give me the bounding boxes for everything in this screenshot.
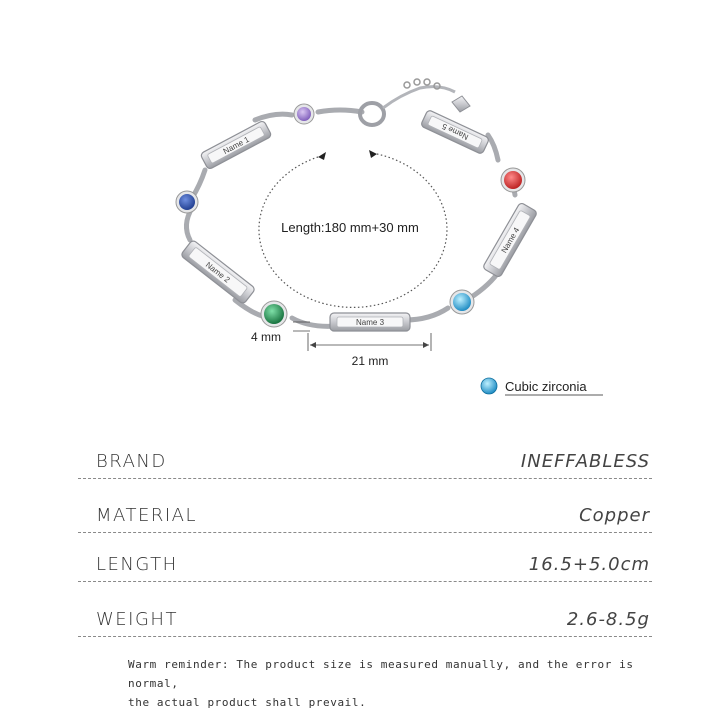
gemstone-green [261,301,287,327]
spec-value-material: Copper [579,505,650,526]
spec-label-brand: BRAND [96,451,167,472]
length-label: Length:180 mm+30 mm [281,220,419,235]
engraving-text-4: Name 4 [499,225,522,255]
spec-row-weight [78,596,652,637]
engraving-text-1: Name 1 [221,134,251,156]
spec-value-length: 16.5+5.0cm [528,554,650,575]
length-indicator [259,150,447,307]
warm-reminder-note [128,655,648,712]
bar-length-label: 21 mm [351,354,389,368]
engraved-bar-2 [180,239,255,304]
spec-row-brand [78,438,652,479]
spec-row-length [78,541,652,582]
engraved-bar-1 [200,120,272,170]
note-line-2: the actual product shall prevail. [128,696,367,709]
note-line-1: Warm reminder: The product size is measured manually, and the error is normal, [128,658,634,690]
engraved-bar-3 [330,313,410,331]
spec-value-brand: INEFFABLESS [520,451,650,472]
engraved-bar-5 [420,109,489,154]
spec-value-weight: 2.6-8.5g [566,609,650,630]
bar-length-measurement [308,333,431,368]
gemstone-cyan [450,290,474,314]
legend-cubic-zirconia [481,378,603,395]
spec-label-length: LENGTH [96,554,178,575]
engraving-text-3: Name 3 [355,318,385,327]
gemstone-blue [176,191,198,213]
gemstone-purple [294,104,314,124]
width-label: 4 mm [251,330,281,344]
engraving-text-2: Name 2 [203,260,232,285]
bracelet-clasp [360,79,470,125]
engraving-text-5: Name 5 [440,121,470,142]
spec-row-material [78,492,652,533]
spec-label-material: MATERIAL [96,505,197,526]
engraved-bar-4 [482,202,537,278]
spec-label-weight: WEIGHT [96,609,178,630]
legend-label: Cubic zirconia [505,379,587,394]
gemstone-red [501,168,525,192]
